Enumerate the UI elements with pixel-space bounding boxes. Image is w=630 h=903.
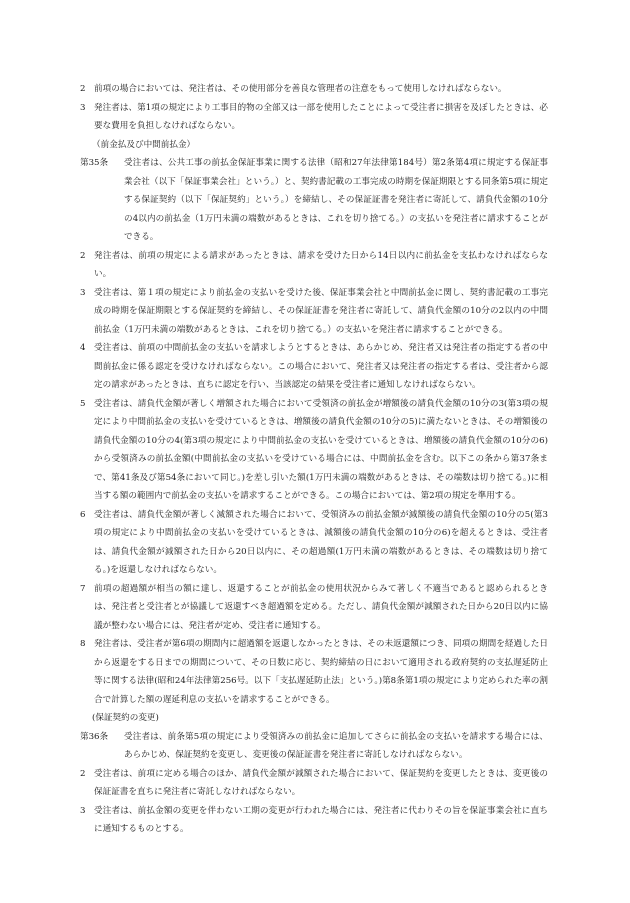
article-36 bbox=[80, 728, 548, 765]
clause-number: 3 bbox=[80, 287, 86, 298]
section-heading: （前金払及び中間前払金） bbox=[92, 139, 196, 150]
clause-text: 発注者は、前項の規定による請求があったときは、請求を受けた日から14日以内に前払金を支払わなければならない。 bbox=[94, 250, 548, 279]
clause-text: 前項の超過額が相当の額に達し、返還することが前払金の使用状況からみて著しく不適当であると認められるときは、発注者と受注者とが協議して返還すべき超過額を定める。ただし、請負代金額が減額された日から20日以内に協議が整わない場合には、発注者が定め、受注者に通知する。 bbox=[94, 583, 548, 631]
clause-number: 3 bbox=[80, 102, 86, 113]
clause-number: 6 bbox=[80, 509, 86, 520]
clause-number: 2 bbox=[80, 768, 86, 779]
clause-text: 受注者は、請負代金額が著しく増額された場合において受領済の前払金が増額後の請負代金額の10分の3(第3項の規定により中間前払金の支払いを受けているときは、増額後の請負代金額の10分の5)に満たないときは、その増額後の請負代金額の10分の4(第3項の規定により中間前払金の支払いを受けているときは、増額後の請負代金額の10分の6)から受領済みの前払金額(中間前払金の支払いを受けている場合には、中間前払金を含む。以下この条から第37条まで、第41条及び第54条において同じ。)を差し引いた額(1万円未満の端数があるときは、その端数は切り捨てる。)に相当する額の範囲内で前払金の支払いを請求することができる。この場合においては、第2項の規定を準用する。 bbox=[94, 398, 548, 501]
clause-item bbox=[80, 99, 548, 136]
clause-item bbox=[80, 580, 548, 636]
article-35 bbox=[80, 154, 548, 247]
clause-text: 受注者は、前払金額の変更を伴わない工期の変更が行われた場合には、発注者に代わりその旨を保証事業会社に直ちに通知するものとする。 bbox=[94, 805, 548, 834]
clause-text: 発注者は、第1項の規定により工事目的物の全部又は一部を使用したことによって受注者に損害を及ぼしたときは、必要な費用を負担しなければならない。 bbox=[94, 102, 548, 131]
clause-number: 5 bbox=[80, 398, 86, 409]
clause-item bbox=[80, 506, 548, 580]
clause-item bbox=[80, 765, 548, 802]
clause-item bbox=[80, 635, 548, 709]
clause-text: 受注者は、前項の中間前払金の支払いを請求しようとするときは、あらかじめ、発注者又は発注者の指定する者の中間前払金に係る認定を受けなければならない。この場合において、発注者又は発注者の指定する者は、受注者から認定の請求があったときは、直ちに認定を行い、当該認定の結果を受注者に通知しなければならない。 bbox=[94, 343, 548, 390]
clause-text: 発注者は、受注者が第6項の期間内に超過額を返還しなかったときは、その未返還額につき、同項の期間を経過した日から返還をする日までの期間について、その日数に応じ、契約締結の日において適用される政府契約の支払遅延防止等に関する法律(昭和24年法律第256号。以下「支払遅延防止法」という。)第8条第1項の規定により定められた率の割合で計算した額の遅延利息の支払いを請求することができる。 bbox=[94, 639, 548, 705]
clause-item bbox=[80, 339, 548, 395]
clause-text: 前項の場合においては、発注者は、その使用部分を善良な管理者の注意をもって使用しなければならない。 bbox=[94, 84, 507, 94]
article-number: 第35条 bbox=[80, 158, 109, 168]
article-number: 第36条 bbox=[80, 731, 109, 742]
section-heading: (保証契約の変更) bbox=[92, 713, 159, 723]
clause-number: 2 bbox=[80, 84, 86, 94]
clause-number: 8 bbox=[80, 639, 86, 649]
clause-number: 7 bbox=[80, 583, 86, 594]
clause-number: 2 bbox=[80, 250, 86, 261]
clause-item bbox=[80, 284, 548, 340]
clause-text: 受注者は、前項に定める場合のほか、請負代金額が減額された場合において、保証契約を変更したときは、変更後の保証証書を直ちに発注者に寄託しなければならない。 bbox=[94, 768, 548, 797]
clause-number: 4 bbox=[80, 343, 86, 353]
clause-number: 3 bbox=[80, 805, 86, 816]
clause-item bbox=[80, 802, 548, 839]
clause-text: 受注者は、請負代金額が著しく減額された場合において、受領済みの前払金額が減額後の請負代金額の10分の5(第3項の規定により中間前払金の支払いを受けているときは、減額後の請負代金額の10分の6)を超えるときは、受注者は、請負代金額が減額された日から20日以内に、その超過額(1万円未満の端数があるときは、その端数は切り捨てる。)を返還しなければならない。 bbox=[94, 509, 548, 575]
article-text: 受注者は、前条第5項の規定により受領済みの前払金に追加してさらに前払金の支払いを請求する場合には、あらかじめ、保証契約を変更し、変更後の保証証書を発注者に寄託しなければならない。 bbox=[124, 731, 548, 760]
clause-text: 受注者は、第１項の規定により前払金の支払いを受けた後、保証事業会社と中間前払金に関し、契約書記載の工事完成の時期を保証期限とする保証契約を締結し、その保証証書を発注者に寄託して、請負代金額の10分の2以内の中間前払金（1万円未満の端数があるときは、これを切り捨てる。）の支払いを発注者に請求することができる。 bbox=[94, 287, 548, 335]
clause-item bbox=[80, 247, 548, 284]
clause-item bbox=[80, 80, 548, 99]
article-text: 受注者は、公共工事の前払金保証事業に関する法律（昭和27年法律第184号）第2条第4項に規定する保証事業会社（以下「保証事業会社」という。）と、契約書記載の工事完成の時期を保証期限とする同条第5項に規定する保証契約（以下「保証契約」という。）を締結し、その保証証書を発注者に寄託して、請負代金額の10分の4以内の前払金（1万円未満の端数があるときは、これを切り捨てる。）の支払いを発注者に請求することができる。 bbox=[124, 158, 548, 242]
clause-item bbox=[80, 395, 548, 506]
